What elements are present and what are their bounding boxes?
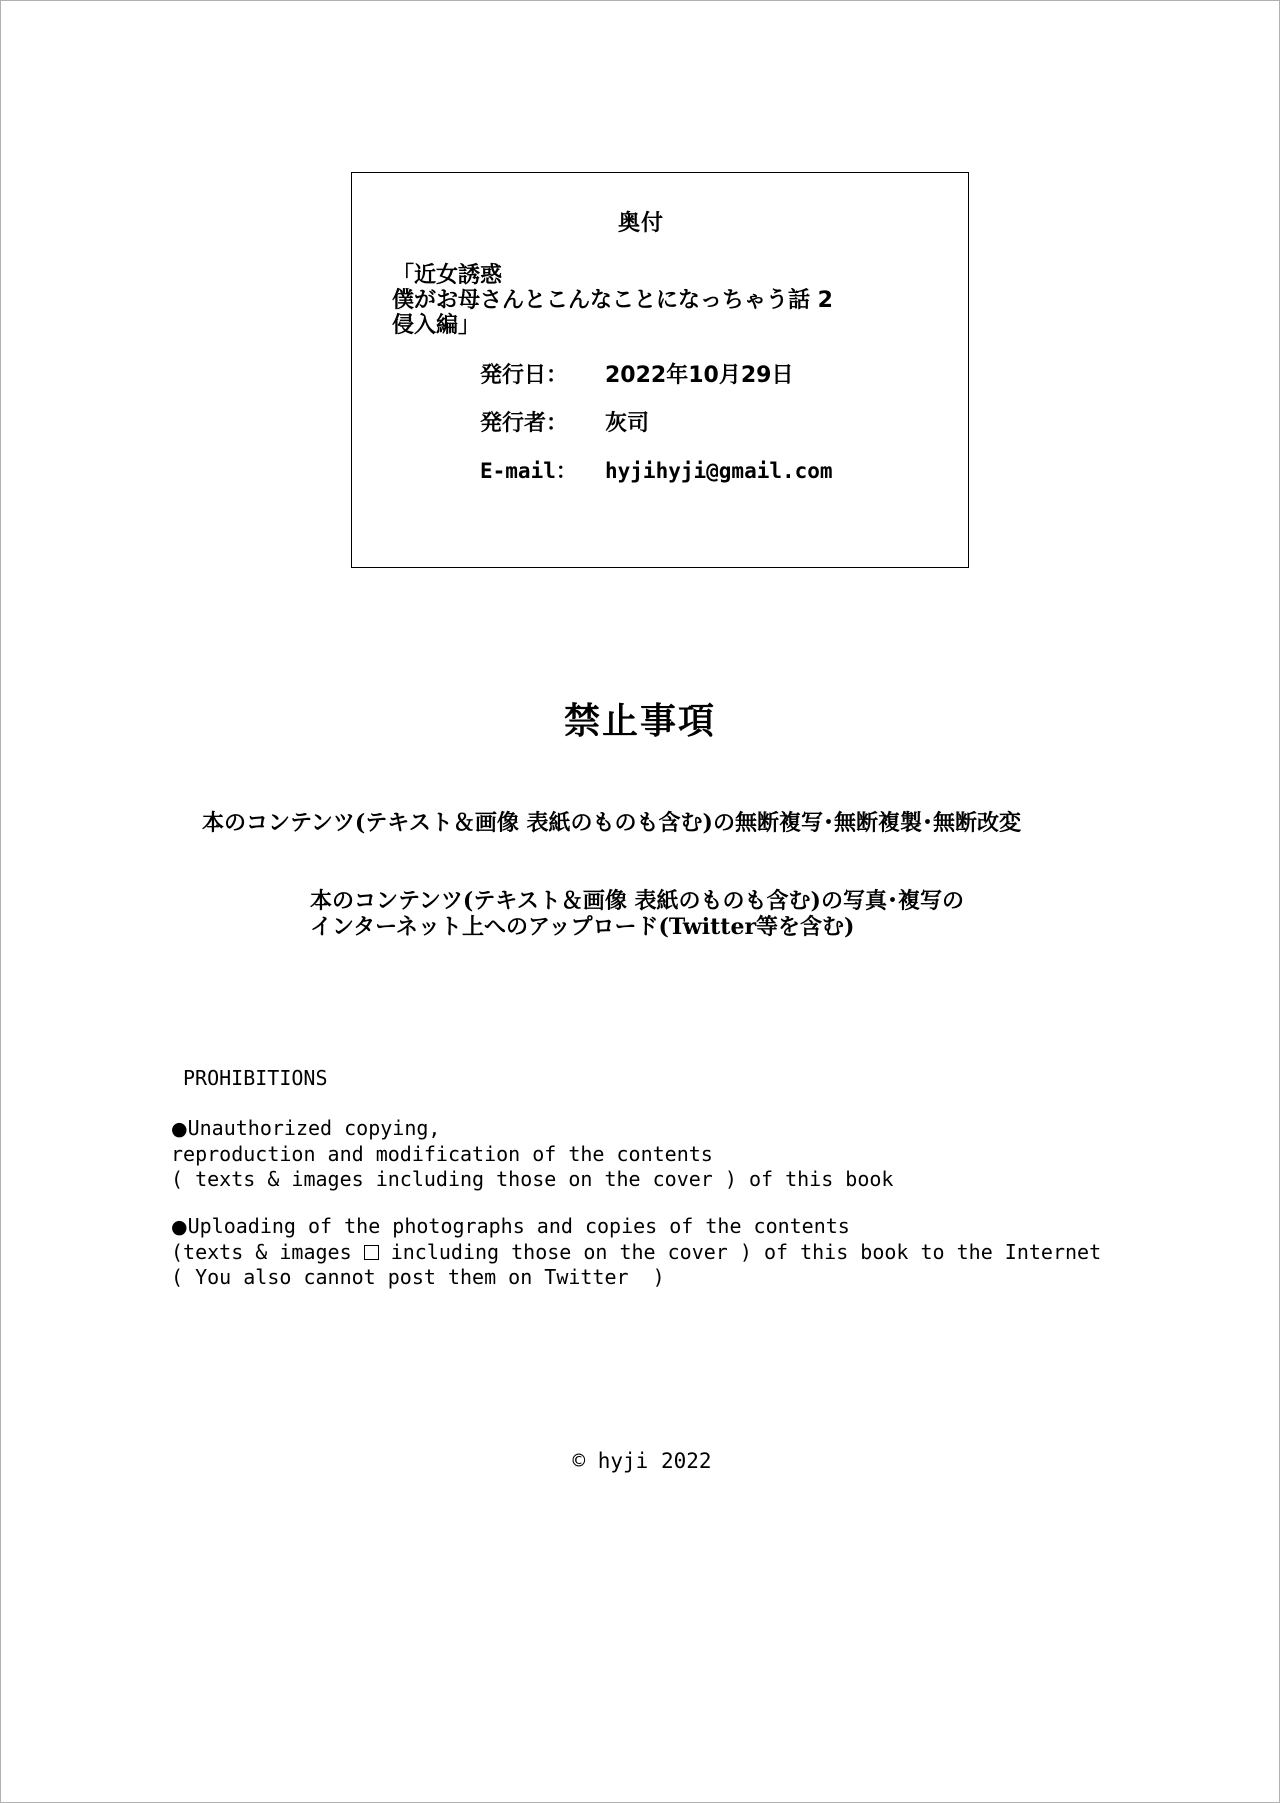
publisher-row [480,406,649,437]
checkbox-glyph-icon [364,1245,379,1260]
prohibition-en-item-2-line-1 [171,1214,1101,1240]
prohibition-en-item-1-line-2: reproduction and modification of the contents [171,1142,713,1166]
publish-date-value: 2022年10月29日 [605,363,794,388]
email-value: hyjihyji@gmail.com [605,459,833,483]
prohibition-en-item-1-line-1 [171,1116,893,1142]
prohibition-jp-item-2-line-1: 本のコンテンツ(テキスト＆画像 表紙のものも含む)の写真･複写の [310,888,964,914]
colophon-heading [0,206,1280,237]
publisher-label: 発行者： [480,411,569,436]
prohibition-en-item-2-line-1-text: Uploading of the photographs and copies of the contents [187,1214,850,1238]
copyright-notice: © hyji 2022 [572,1449,712,1473]
prohibition-en-item-1-line-3: ( texts & images including those on the cover ) of this book [171,1167,894,1191]
prohibition-jp-item-1: 本のコンテンツ(テキスト＆画像 表紙のものも含む)の無断複写･無断複製･無断改変 [202,810,1021,836]
colophon-heading-text: 奥付 [617,211,664,236]
prohibition-jp-item-2-line-2: インターネット上へのアップロード(Twitter等を含む) [310,914,855,940]
book-title-line-2: 僕がお母さんとこんなことになっちゃう話 2 [392,288,833,313]
prohibition-en-item-2-line-3: ( You also cannot post them on Twitter ) [171,1265,665,1289]
prohibition-en-item-2 [171,1214,1101,1290]
book-title [392,263,833,338]
prohibition-en-item-2-line-2-pre: (texts & images [171,1240,364,1264]
email-row [480,455,833,485]
prohibitions-heading-en: PROHIBITIONS [183,1066,328,1090]
prohibition-en-item-1-line-1-text: Unauthorized copying, [187,1116,441,1140]
book-title-line-1: 「近女誘惑 [392,263,503,288]
publisher-value: 灰司 [605,411,650,436]
bullet-icon: ● [171,1118,188,1140]
email-label: E-mail： [480,459,577,483]
prohibition-en-item-2-line-2 [171,1240,1101,1265]
prohibitions-heading-jp: 禁止事項 [563,701,716,742]
publish-date-label: 発行日： [480,363,569,388]
publish-date-row [480,358,793,389]
prohibition-en-item-1 [171,1116,893,1192]
book-title-line-3: 侵入編」 [392,313,481,338]
bullet-icon: ● [171,1216,188,1238]
prohibition-en-item-2-line-2-post: including those on the cover ) of this book to the Internet [378,1240,1102,1264]
